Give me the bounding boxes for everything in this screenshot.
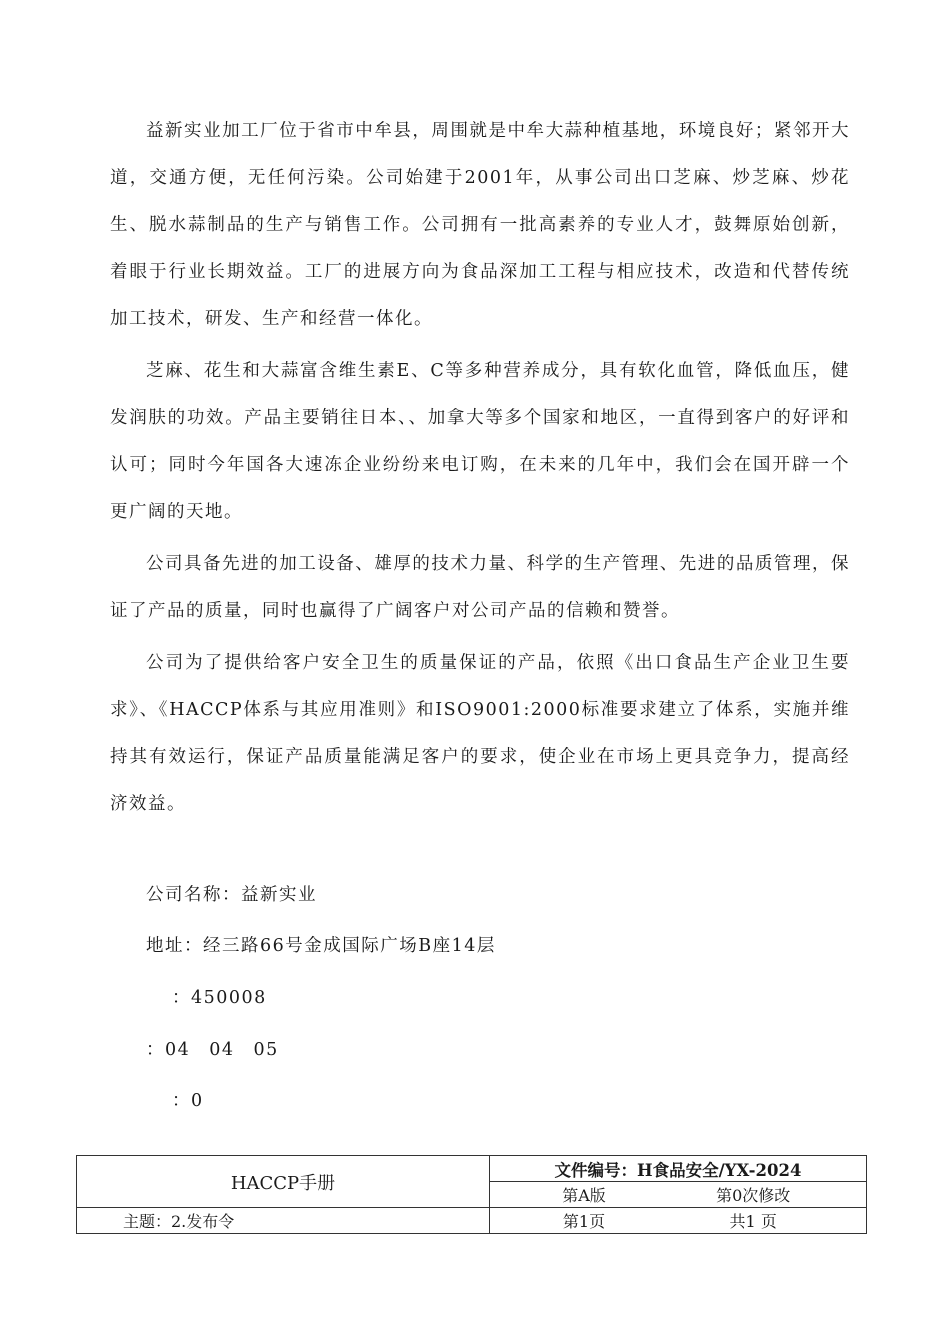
page-number: 第1页 [562, 1212, 606, 1231]
total-pages: 共1 页 [729, 1212, 777, 1231]
paragraph-company-intro: 益新实业加工厂位于省市中牟县，周围就是中牟大蒜种植基地，环境良好；紧邻开大道，交通方便，无任何污染。公司始建于2001年，从事公司出口芝麻、炒芝麻、炒花生、脱水蒜制品的生产与销售工作。公司拥有一批高素养的专业人才，鼓舞原始创新，着眼于行业长期效益。工厂的进展方向为食品深加工工程与相应技术，改造和代替传统加工技术，研发、生产和经营一体化。 [110, 121, 850, 329]
document-body [110, 108, 850, 833]
subject-label: 主题：2.发布令 [77, 1208, 490, 1234]
edition-revision-cell [490, 1182, 867, 1208]
revision-label: 第0次修改 [716, 1186, 791, 1205]
manual-title: HACCP手册 [77, 1156, 490, 1208]
company-name-line: 公司名称：益新实业 [146, 885, 317, 905]
company-other-line: ：0 [172, 1091, 204, 1111]
company-phone-line: ：04 04 05 [146, 1040, 279, 1060]
document-footer-table [76, 1155, 867, 1234]
page-number-cell [490, 1208, 867, 1234]
paragraph-quality: 公司具备先进的加工设备、雄厚的技术力量、科学的生产管理、先进的品质管理，保证了产品的质量，同时也赢得了广阔客户对公司产品的信赖和赞誉。 [110, 554, 850, 621]
edition-label: 第A版 [562, 1186, 606, 1205]
paragraph-products: 芝麻、花生和大蒜富含维生素E、C等多种营养成分，具有软化血管，降低血压，健发润肤的功效。产品主要销往日本、、加拿大等多个国家和地区，一直得到客户的好评和认可；同时今年国各大速冻企业纷纷来电订购，在未来的几年中，我们会在国开辟一个更广阔的天地。 [110, 361, 850, 522]
company-address-line: 地址：经三路66号金成国际广场B座14层 [146, 936, 496, 956]
document-number: 文件编号：H食品安全/YX-2024 [490, 1156, 867, 1182]
company-postcode-line: ：450008 [172, 988, 267, 1008]
paragraph-haccp: 公司为了提供给客户安全卫生的质量保证的产品，依照《出口食品生产企业卫生要求》、《HACCP体系与其应用准则》和ISO9001:2000标准要求建立了体系，实施并维持其有效运行，保证产品质量能满足客户的要求，使企业在市场上更具竞争力，提高经济效益。 [110, 653, 850, 814]
